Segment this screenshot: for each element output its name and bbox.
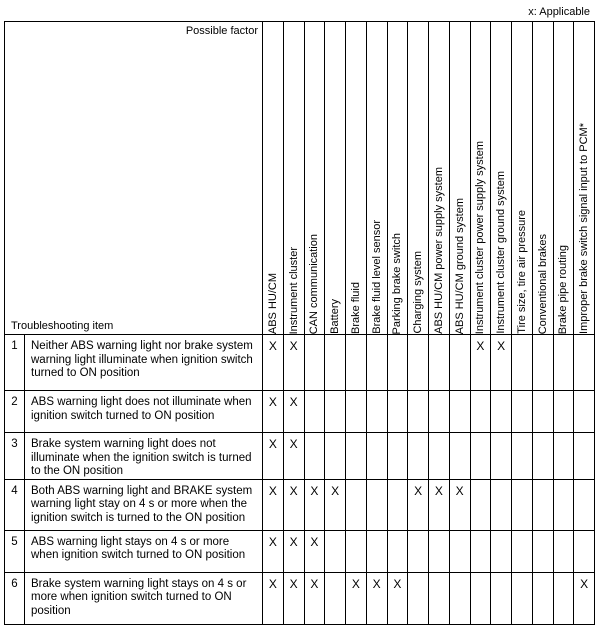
applicable-mark <box>491 433 512 480</box>
table-row <box>5 530 595 572</box>
applicable-mark <box>325 572 346 624</box>
factor-header <box>366 22 387 335</box>
applicable-mark: X <box>263 530 284 572</box>
applicable-mark <box>346 479 367 530</box>
applicable-mark <box>470 391 491 433</box>
applicable-mark <box>387 335 408 391</box>
factor-header <box>553 22 574 335</box>
factor-header <box>325 22 346 335</box>
troubleshooting-item-label: Troubleshooting item <box>11 320 114 332</box>
factor-label: ABS HU/CM <box>266 272 279 334</box>
applicable-mark <box>408 335 429 391</box>
row-number: 5 <box>5 530 25 572</box>
applicable-mark <box>553 479 574 530</box>
applicable-mark: X <box>325 479 346 530</box>
applicable-mark <box>491 530 512 572</box>
applicable-mark: X <box>408 479 429 530</box>
possible-factor-label: Possible factor <box>185 25 258 37</box>
factor-label: Brake pipe routing <box>557 244 570 334</box>
applicable-mark <box>449 335 470 391</box>
header-row <box>5 22 595 335</box>
applicable-legend: x: Applicable <box>528 6 590 18</box>
applicable-mark <box>553 335 574 391</box>
table-row <box>5 572 595 624</box>
applicable-mark <box>532 335 553 391</box>
factor-label: CAN communication <box>308 233 321 334</box>
applicable-mark <box>512 530 533 572</box>
applicable-mark <box>325 530 346 572</box>
applicable-mark <box>470 433 491 480</box>
applicable-mark: X <box>366 572 387 624</box>
applicable-mark: X <box>449 479 470 530</box>
factor-header <box>574 22 595 335</box>
row-description: Both ABS warning light and BRAKE system warning light stay on 4 s or more when the ignition switch is turned to the ON position <box>25 479 263 530</box>
row-number: 3 <box>5 433 25 480</box>
header-corner-cell <box>5 22 263 335</box>
applicable-mark <box>512 335 533 391</box>
applicable-mark <box>553 530 574 572</box>
factor-header <box>346 22 367 335</box>
applicable-mark <box>304 391 325 433</box>
applicable-mark <box>553 391 574 433</box>
factor-label: ABS HU/CM ground system <box>453 197 466 334</box>
table-row <box>5 433 595 480</box>
applicable-mark <box>532 530 553 572</box>
applicable-mark: X <box>283 530 304 572</box>
factor-header <box>470 22 491 335</box>
applicable-mark <box>346 335 367 391</box>
applicable-mark <box>532 479 553 530</box>
row-number: 4 <box>5 479 25 530</box>
applicable-mark <box>408 530 429 572</box>
applicable-mark: X <box>283 433 304 480</box>
applicable-mark: X <box>304 479 325 530</box>
applicable-mark <box>512 479 533 530</box>
factor-header <box>491 22 512 335</box>
table-body <box>5 335 595 625</box>
applicable-mark <box>532 433 553 480</box>
applicable-mark: X <box>429 479 450 530</box>
applicable-mark <box>429 530 450 572</box>
applicable-mark <box>491 572 512 624</box>
applicable-mark <box>470 572 491 624</box>
applicable-mark: X <box>283 572 304 624</box>
factor-header <box>387 22 408 335</box>
applicable-mark <box>512 391 533 433</box>
applicable-mark <box>574 391 595 433</box>
table-row <box>5 479 595 530</box>
applicable-mark: X <box>263 433 284 480</box>
applicable-mark <box>366 391 387 433</box>
factor-label: Charging system <box>412 251 425 334</box>
applicable-mark <box>346 391 367 433</box>
factor-label: Conventional brakes <box>536 233 549 334</box>
applicable-mark <box>325 335 346 391</box>
applicable-mark <box>366 335 387 391</box>
applicable-mark <box>366 433 387 480</box>
applicable-mark <box>574 335 595 391</box>
row-description: Brake system warning light does not illuminate when the ignition switch is turned to the ON position <box>25 433 263 480</box>
factor-header <box>449 22 470 335</box>
applicable-mark: X <box>470 335 491 391</box>
row-number: 2 <box>5 391 25 433</box>
applicable-mark <box>387 391 408 433</box>
applicable-mark <box>491 391 512 433</box>
factor-label: Battery <box>329 299 342 334</box>
applicable-mark <box>408 433 429 480</box>
applicable-mark <box>429 433 450 480</box>
row-number: 1 <box>5 335 25 391</box>
row-number: 6 <box>5 572 25 624</box>
applicable-mark: X <box>283 479 304 530</box>
applicable-mark <box>491 479 512 530</box>
factor-header <box>532 22 553 335</box>
troubleshooting-table <box>4 21 595 625</box>
applicable-mark <box>574 479 595 530</box>
factor-label: Improper brake switch signal input to PCM* <box>578 123 591 334</box>
factor-label: Instrument cluster power supply system <box>474 140 487 334</box>
applicable-mark <box>512 572 533 624</box>
table-row <box>5 391 595 433</box>
applicable-mark <box>304 433 325 480</box>
factor-label: ABS HU/CM power supply system <box>432 167 445 334</box>
applicable-mark: X <box>283 391 304 433</box>
row-description: Brake system warning light stays on 4 s or more when ignition switch turned to ON position <box>25 572 263 624</box>
factor-header <box>408 22 429 335</box>
applicable-mark <box>574 530 595 572</box>
applicable-mark <box>408 572 429 624</box>
factor-header <box>304 22 325 335</box>
applicable-mark <box>512 433 533 480</box>
applicable-mark: X <box>283 335 304 391</box>
applicable-mark <box>470 530 491 572</box>
applicable-mark <box>387 530 408 572</box>
applicable-mark: X <box>491 335 512 391</box>
applicable-mark: X <box>574 572 595 624</box>
applicable-mark <box>532 391 553 433</box>
applicable-mark <box>449 530 470 572</box>
applicable-mark <box>408 391 429 433</box>
factor-label: Brake fluid level sensor <box>370 220 383 334</box>
factor-header <box>263 22 284 335</box>
factor-label: Instrument cluster ground system <box>495 171 508 334</box>
applicable-mark <box>553 433 574 480</box>
applicable-mark: X <box>346 572 367 624</box>
applicable-mark: X <box>263 572 284 624</box>
factor-header <box>429 22 450 335</box>
applicable-mark <box>449 391 470 433</box>
applicable-mark <box>387 433 408 480</box>
factor-label: Tire size, tire air pressure <box>515 210 528 334</box>
applicable-mark: X <box>304 530 325 572</box>
applicable-mark <box>470 479 491 530</box>
applicable-mark: X <box>263 391 284 433</box>
factor-label: Parking brake switch <box>391 232 404 334</box>
factor-label: Instrument cluster <box>287 246 300 334</box>
applicable-mark: X <box>263 479 284 530</box>
applicable-mark <box>325 433 346 480</box>
applicable-mark <box>429 572 450 624</box>
applicable-mark <box>429 335 450 391</box>
applicable-mark: X <box>304 572 325 624</box>
applicable-mark <box>346 433 367 480</box>
factor-header <box>512 22 533 335</box>
applicable-mark <box>325 391 346 433</box>
table-row <box>5 335 595 391</box>
applicable-mark <box>553 572 574 624</box>
applicable-mark <box>449 433 470 480</box>
applicable-mark <box>346 530 367 572</box>
applicable-mark <box>366 530 387 572</box>
row-description: ABS warning light does not illuminate when ignition switch turned to ON position <box>25 391 263 433</box>
applicable-mark <box>532 572 553 624</box>
factor-label: Brake fluid <box>349 282 362 334</box>
row-description: ABS warning light stays on 4 s or more when ignition switch turned to ON position <box>25 530 263 572</box>
row-description: Neither ABS warning light nor brake system warning light illuminate when ignition switch turned to ON position <box>25 335 263 391</box>
factor-header <box>283 22 304 335</box>
applicable-mark <box>574 433 595 480</box>
applicable-mark <box>304 335 325 391</box>
applicable-mark: X <box>263 335 284 391</box>
applicable-mark <box>429 391 450 433</box>
applicable-mark: X <box>387 572 408 624</box>
applicable-mark <box>387 479 408 530</box>
applicable-mark <box>449 572 470 624</box>
applicable-mark <box>366 479 387 530</box>
